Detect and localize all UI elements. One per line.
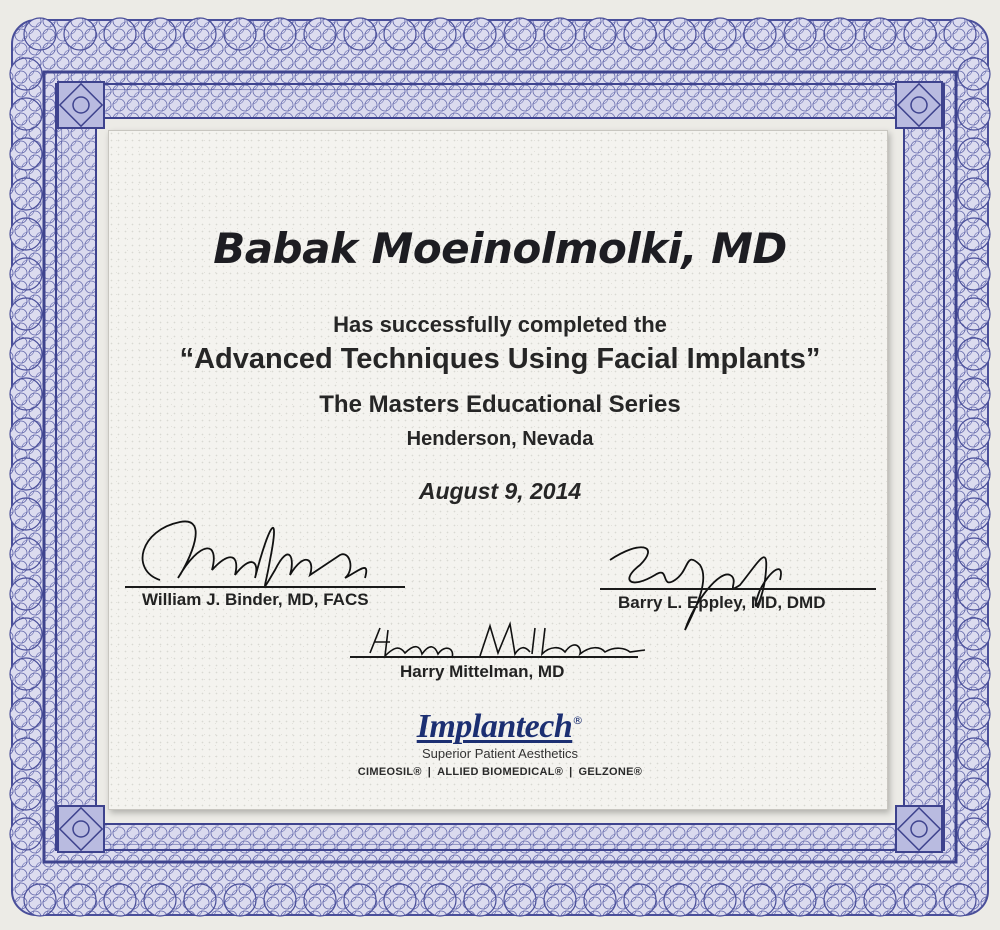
scallop-ornament (958, 618, 990, 650)
scallop-ornament (824, 18, 856, 50)
scallop-ornament (104, 884, 136, 916)
scallop-ornament (224, 18, 256, 50)
scallop-ornament (504, 884, 536, 916)
scallop-ornament (664, 884, 696, 916)
signatory-binder: William J. Binder, MD, FACS (142, 590, 369, 609)
event-date: August 9, 2014 (418, 478, 582, 504)
signature-line-eppley (600, 588, 876, 590)
scallop-ornament (10, 578, 42, 610)
scallop-ornament (10, 538, 42, 570)
scallop-ornament (958, 98, 990, 130)
signature-line-mittelman (350, 656, 638, 658)
scallop-ornament (864, 884, 896, 916)
scallop-ornament (384, 18, 416, 50)
scallop-ornament (584, 884, 616, 916)
scallop-ornament (464, 884, 496, 916)
scallop-ornament (304, 884, 336, 916)
scallop-ornament (10, 58, 42, 90)
brand-separator: | (427, 766, 432, 778)
scallop-ornament (544, 18, 576, 50)
scallop-ornament (64, 884, 96, 916)
scallop-ornament (424, 18, 456, 50)
event-location: Henderson, Nevada (406, 428, 594, 450)
scallop-ornament (944, 884, 976, 916)
scallop-ornament (664, 18, 696, 50)
logo-registered-mark: ® (572, 714, 584, 727)
brand-allied-biomedical: ALLIED BIOMEDICAL® (437, 766, 564, 778)
signature-mittelman (360, 618, 650, 668)
implantech-logo (0, 708, 1000, 746)
scallop-ornament (10, 818, 42, 850)
course-title: “Advanced Techniques Using Facial Implants” (179, 343, 821, 375)
scallop-ornament (344, 884, 376, 916)
series-name: The Masters Educational Series (319, 391, 681, 418)
scallop-ornament (10, 778, 42, 810)
scallop-ornament (864, 18, 896, 50)
scallop-ornament (958, 178, 990, 210)
brand-gelzone: GELZONE® (578, 766, 643, 778)
completion-text: Has successfully completed the (333, 312, 667, 337)
scallop-ornament (784, 18, 816, 50)
scallop-ornament (24, 884, 56, 916)
scallop-ornament (704, 18, 736, 50)
signature-line-binder (125, 586, 405, 588)
scallop-ornament (64, 18, 96, 50)
scallop-ornament (958, 538, 990, 570)
scallop-ornament (104, 18, 136, 50)
scallop-ornament (958, 778, 990, 810)
scallop-ornament (264, 18, 296, 50)
scallop-ornament (304, 18, 336, 50)
scallop-ornament (464, 18, 496, 50)
scallop-ornament (424, 884, 456, 916)
scallop-ornament (184, 884, 216, 916)
scallop-ornament (958, 818, 990, 850)
scallop-ornament (624, 18, 656, 50)
scallop-ornament (10, 98, 42, 130)
scallop-ornament (958, 138, 990, 170)
scallop-ornament (344, 18, 376, 50)
scallop-ornament (704, 884, 736, 916)
scallop-ornament (10, 618, 42, 650)
brand-cimeosil: CIMEOSIL® (357, 766, 422, 778)
scallop-ornament (504, 18, 536, 50)
recipient-name: Babak Moeinolmolki, MD (213, 224, 787, 273)
scallop-ornament (958, 58, 990, 90)
brand-separator: | (569, 766, 573, 778)
scallop-ornament (144, 884, 176, 916)
scallop-ornament (824, 884, 856, 916)
scallop-ornament (958, 658, 990, 690)
scallop-ornament (184, 18, 216, 50)
scallop-ornament (904, 884, 936, 916)
scallop-ornament (744, 18, 776, 50)
scallop-ornament (958, 578, 990, 610)
scallop-ornament (624, 884, 656, 916)
scallop-ornament (744, 884, 776, 916)
scallop-ornament (24, 18, 56, 50)
signature-binder (120, 500, 400, 600)
signatory-mittelman: Harry Mittelman, MD (400, 662, 565, 681)
brand-list (0, 766, 1000, 778)
scallop-ornament (10, 138, 42, 170)
logo-tagline: Superior Patient Aesthetics (421, 746, 579, 761)
signatory-eppley: Barry L. Eppley, MD, DMD (618, 593, 826, 612)
scallop-ornament (144, 18, 176, 50)
scallop-ornament (10, 658, 42, 690)
scallop-ornament (384, 884, 416, 916)
scallop-ornament (584, 18, 616, 50)
scallop-ornament (224, 884, 256, 916)
scallop-ornament (10, 178, 42, 210)
scallop-ornament (544, 884, 576, 916)
scallop-ornament (784, 884, 816, 916)
logo-wordmark: Implantech (416, 708, 573, 745)
scallop-ornament (264, 884, 296, 916)
scallop-ornament (904, 18, 936, 50)
scallop-ornament (944, 18, 976, 50)
